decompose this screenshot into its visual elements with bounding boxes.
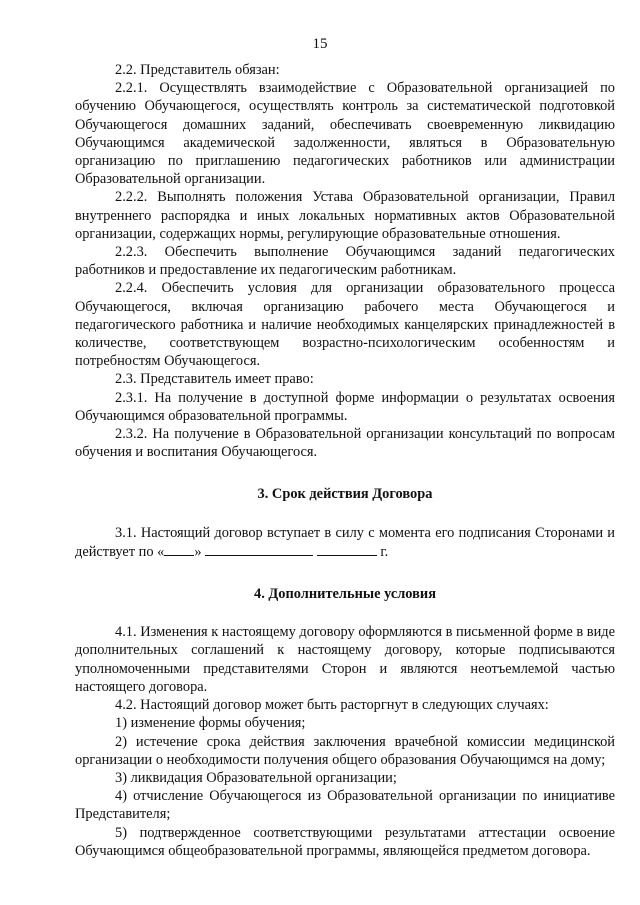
- clause-2-2-2: 2.2.2. Выполнять положения Устава Образовательной организации, Правил внутреннего распорядка и иных локальных нормативных актов Образовательной организации, содержащих нормы, регулирующие образовательные отношения.: [75, 189, 615, 242]
- clause-3-1-year-suffix: г.: [376, 543, 389, 560]
- clause-4-2: 4.2. Настоящий договор может быть расторгнут в следующих случаях:: [115, 697, 549, 714]
- clause-3-1-text: 3.1. Настоящий договор вступает в силу с момента его подписания Сторонами и действует по «: [75, 524, 615, 560]
- section-3-heading: 3. Срок действия Договора: [257, 486, 433, 503]
- termination-item-2: 2) истечение срока действия заключения врачебной комиссии медицинской организации о необходимости получения общего образования Обучающимся на дому;: [75, 733, 615, 768]
- clause-2-2-3: 2.2.3. Обеспечить выполнение Обучающимся заданий педагогических работников и предоставление их педагогическим работникам.: [75, 244, 615, 279]
- document-body: [75, 61, 615, 860]
- termination-item-4: 4) отчисление Обучающегося из Образовательной организации по инициативе Представителя;: [75, 788, 615, 823]
- day-blank: [164, 542, 194, 556]
- termination-item-1: 1) изменение формы обучения;: [115, 715, 306, 732]
- clause-2-3: 2.3. Представитель имеет право:: [115, 371, 314, 388]
- clause-2-2: 2.2. Представитель обязан:: [115, 62, 280, 78]
- month-blank: [205, 542, 313, 556]
- year-blank: [317, 542, 377, 556]
- clause-4-1: 4.1. Изменения к настоящему договору оформляются в письменной форме в виде дополнительных соглашений к настоящему договору, которые подписываются уполномоченными представителями Сторон и являются неотъемлемой частью настоящего договора.: [75, 624, 615, 695]
- clause-3-1-quote: »: [194, 543, 202, 560]
- section-4-heading: 4. Дополнительные условия: [254, 586, 436, 603]
- termination-item-5: 5) подтвержденное соответствующими результатами аттестации освоение Обучающимся общеобразовательной программы, являющейся предметом договора.: [75, 824, 615, 859]
- clause-2-2-4: 2.2.4. Обеспечить условия для организации образовательного процесса Обучающегося, включая организацию рабочего места Обучающегося и педагогического работника и наличие необходимых канцелярских принадлежностей в количестве, соответствующем возрастно-психологическим особенностям и потребностям Обучающегося.: [75, 280, 615, 370]
- clause-2-3-1: 2.3.1. На получение в доступной форме информации о результатах освоения Обучающимся образовательной программы.: [75, 389, 615, 424]
- page-number: 15: [312, 36, 328, 52]
- clause-3-1: [75, 524, 615, 561]
- clause-2-3-2: 2.3.2. На получение в Образовательной организации консультаций по вопросам обучения и воспитания Обучающегося.: [75, 426, 615, 461]
- clause-2-2-1: 2.2.1. Осуществлять взаимодействие с Образовательной организацией по обучению Обучающегося, осуществлять контроль за систематической подготовкой Обучающегося домашних заданий, обеспечивать своевременную ликвидацию Обучающимся академической задолженности, являться в Образовательную организацию по приглашению педагогических работников или администрации Образовательной организации.: [75, 80, 615, 188]
- termination-item-3: 3) ликвидация Образовательной организации;: [115, 769, 397, 786]
